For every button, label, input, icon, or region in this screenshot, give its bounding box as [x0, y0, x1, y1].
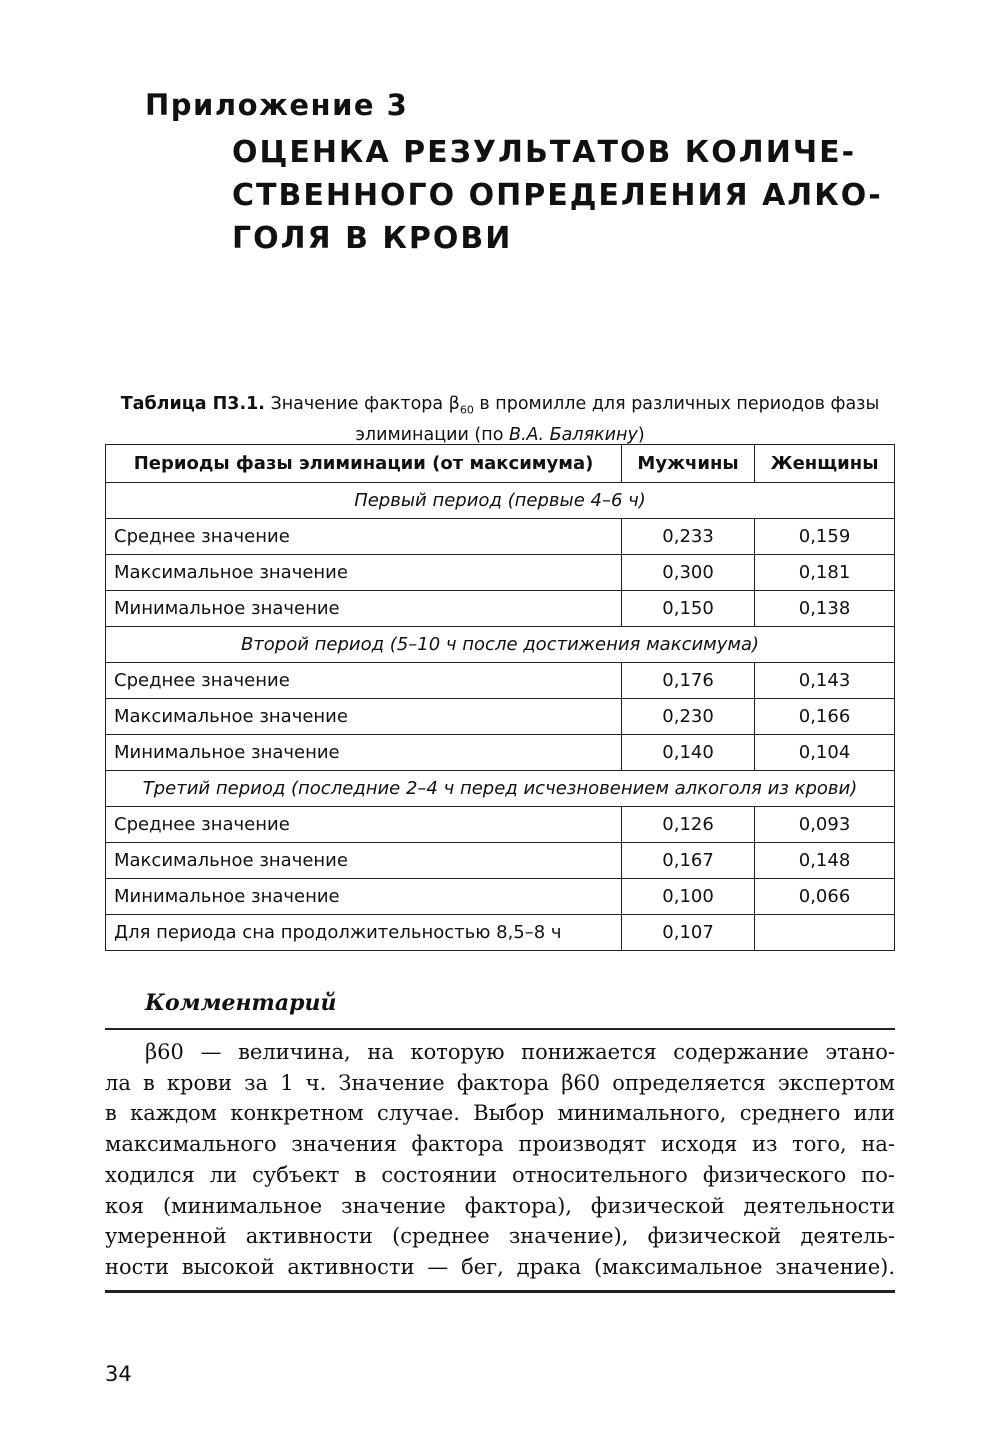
caption-subscript: 60: [459, 403, 474, 417]
period-label: Третий период (последние 2–4 ч перед исчезновением алкоголя из крови): [106, 771, 895, 807]
women-value: 0,148: [755, 843, 895, 879]
men-value: 0,150: [622, 591, 755, 627]
row-label: Максимальное значение: [106, 843, 622, 879]
title-line: ОЦЕНКА РЕЗУЛЬТАТОВ КОЛИЧЕ-: [232, 135, 857, 170]
title-line: ГОЛЯ В КРОВИ: [232, 221, 513, 256]
row-label: Среднее значение: [106, 807, 622, 843]
men-value: 0,126: [622, 807, 755, 843]
title-line: СТВЕННОГО ОПРЕДЕЛЕНИЯ АЛКО-: [232, 178, 883, 213]
men-value: 0,176: [622, 663, 755, 699]
women-value: 0,181: [755, 555, 895, 591]
table-row: [106, 879, 895, 915]
row-label: Минимальное значение: [106, 735, 622, 771]
comment-bottom-rule: [105, 1290, 895, 1293]
women-value: 0,166: [755, 699, 895, 735]
table-header-row: [106, 445, 895, 483]
men-value: 0,100: [622, 879, 755, 915]
comment-line: ходился ли субъект в состоянии относительного физического по-: [105, 1162, 895, 1187]
period-row: [106, 771, 895, 807]
table-row: [106, 591, 895, 627]
comment-text: [105, 1037, 895, 1283]
men-value: 0,230: [622, 699, 755, 735]
men-value: 0,300: [622, 555, 755, 591]
column-header: Женщины: [755, 445, 895, 483]
row-label: Максимальное значение: [106, 699, 622, 735]
caption-text: в промилле для различных периодов фазы элиминации (по: [355, 394, 880, 445]
row-label: Минимальное значение: [106, 591, 622, 627]
period-label: Первый период (первые 4–6 ч): [106, 483, 895, 519]
men-value: 0,140: [622, 735, 755, 771]
men-value: 0,107: [622, 915, 755, 951]
beta-factor-table: [105, 444, 895, 951]
period-row: [106, 627, 895, 663]
women-value: [755, 915, 895, 951]
women-value: 0,159: [755, 519, 895, 555]
table-row: [106, 735, 895, 771]
caption-label: Таблица П3.1.: [120, 394, 265, 414]
women-value: 0,104: [755, 735, 895, 771]
table-row: [106, 699, 895, 735]
comment-line: β60 — величина, на которую понижается содержание этано-: [145, 1040, 895, 1064]
appendix-label: Приложение 3: [145, 88, 409, 122]
comment-line: в каждом конкретном случае. Выбор минимального, среднего или: [105, 1101, 895, 1126]
column-header: Периоды фазы элиминации (от максимума): [106, 445, 622, 483]
row-label: Максимальное значение: [106, 555, 622, 591]
men-value: 0,233: [622, 519, 755, 555]
table-row: [106, 555, 895, 591]
sleep-row: [106, 915, 895, 951]
comment-line: умеренной активности (среднее значение), физической деятель-: [105, 1224, 895, 1249]
page-number: 34: [105, 1362, 132, 1386]
row-label: Среднее значение: [106, 519, 622, 555]
comment-line: ла в крови за 1 ч. Значение фактора β60 определяется экспертом: [105, 1070, 895, 1095]
table-caption: [105, 392, 895, 448]
women-value: 0,143: [755, 663, 895, 699]
row-label: Минимальное значение: [106, 879, 622, 915]
period-row: [106, 483, 895, 519]
comment-top-rule: [105, 1028, 895, 1030]
caption-author: В.А. Балякину: [508, 424, 638, 445]
appendix-title: [232, 131, 912, 260]
period-label: Второй период (5–10 ч после достижения максимума): [106, 627, 895, 663]
comment-line: коя (минимальное значение фактора), физической деятельности: [105, 1193, 895, 1218]
column-header: Мужчины: [622, 445, 755, 483]
table-row: [106, 663, 895, 699]
women-value: 0,093: [755, 807, 895, 843]
comment-line: ности высокой активности — бег, драка (максимальное значение).: [105, 1254, 895, 1279]
row-label: Для периода сна продолжительностью 8,5–8 ч: [106, 915, 622, 951]
row-label: Среднее значение: [106, 663, 622, 699]
women-value: 0,138: [755, 591, 895, 627]
table-row: [106, 807, 895, 843]
table-row: [106, 519, 895, 555]
comment-line: максимального значения фактора производят исходя из того, на-: [105, 1132, 895, 1157]
men-value: 0,167: [622, 843, 755, 879]
caption-text: Значение фактора β: [264, 394, 460, 414]
caption-close: ): [637, 424, 645, 445]
table-row: [106, 843, 895, 879]
comment-title: Комментарий: [145, 990, 337, 1016]
women-value: 0,066: [755, 879, 895, 915]
